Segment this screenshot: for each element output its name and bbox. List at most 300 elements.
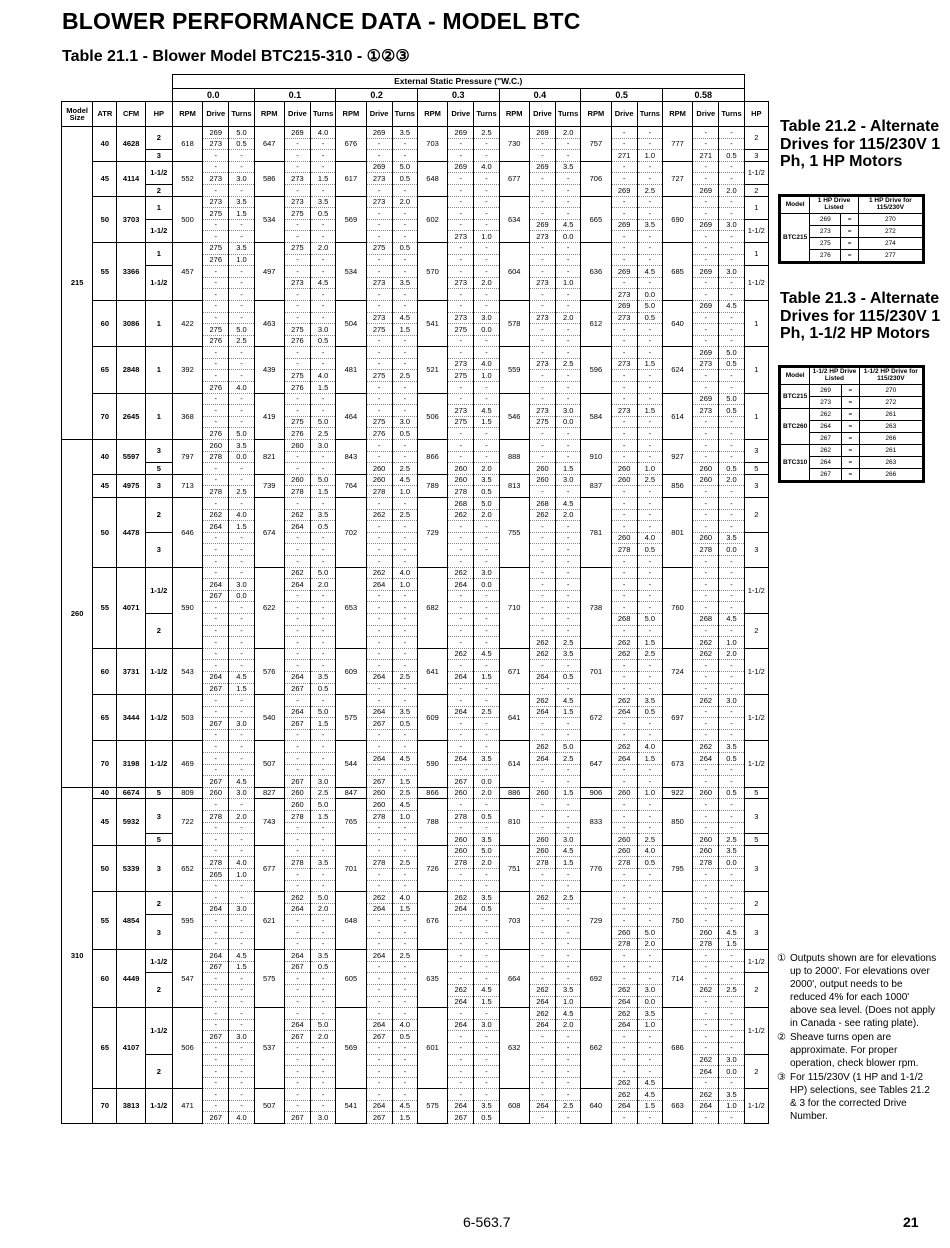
drive-cell: - (529, 184, 555, 196)
rpm-cell: 624 (662, 347, 692, 393)
turns-cell: 2.5 (556, 358, 581, 370)
drive-cell: 276 (203, 428, 229, 440)
drive-cell: 262 (366, 509, 392, 521)
drive-cell: - (693, 277, 719, 289)
rpm-cell: 795 (662, 845, 692, 891)
turns-cell: - (311, 393, 336, 405)
hp-cell-right: 3 (744, 150, 768, 162)
drive-cell: 268 (448, 498, 474, 510)
alt-row (781, 214, 923, 226)
table-row (62, 474, 769, 486)
turns-cell: - (556, 173, 581, 185)
drive-cell: - (284, 845, 310, 857)
drive-cell: - (693, 440, 719, 452)
drive-cell: 262 (611, 1077, 637, 1089)
turns-cell: 2.5 (311, 787, 336, 799)
drive-cell: 264 (203, 950, 229, 962)
drive-cell: - (203, 161, 229, 173)
turns-cell: 2.5 (392, 787, 417, 799)
drive-cell: - (284, 150, 310, 162)
rpm-cell: 686 (662, 1008, 692, 1089)
turns-cell: - (637, 393, 662, 405)
drive-cell: - (366, 1066, 392, 1078)
turns-cell: 3.0 (229, 787, 254, 799)
drive-cell: - (366, 880, 392, 892)
drive-cell: 269 (611, 219, 637, 231)
turns-cell: 3.0 (311, 776, 336, 788)
turns-cell: 3.5 (719, 1089, 744, 1101)
turns-cell: 4.0 (637, 845, 662, 857)
drive-cell: 278 (693, 544, 719, 556)
rpm-cell: 575 (336, 695, 366, 741)
turns-cell: 4.0 (392, 567, 417, 579)
drive-cell: - (693, 1031, 719, 1043)
turns-cell: - (474, 799, 499, 811)
turns-cell: - (556, 184, 581, 196)
drive-cell: - (203, 289, 229, 301)
rpm-cell: 809 (172, 787, 202, 799)
rpm-cell: 596 (581, 347, 611, 393)
turns-cell: - (637, 196, 662, 208)
drive-cell: - (611, 161, 637, 173)
rpm-cell: 497 (254, 242, 284, 300)
turns-cell: - (392, 254, 417, 266)
rpm-cell: 673 (662, 741, 692, 787)
drive-cell: - (366, 1008, 392, 1020)
atr-cell: 60 (93, 648, 117, 694)
cfm-cell: 4071 (117, 567, 145, 648)
table-row (62, 648, 769, 660)
rpm-cell: 590 (417, 741, 447, 787)
drive-cell: - (366, 405, 392, 417)
cfm-cell: 2848 (117, 347, 145, 393)
footnote-item (777, 1071, 937, 1123)
turns-cell: - (229, 300, 254, 312)
drive-cell: - (203, 463, 229, 475)
drive-cell: 273 (203, 196, 229, 208)
drive-cell: - (284, 532, 310, 544)
turns-cell: 2.0 (474, 509, 499, 521)
rpm-cell: 569 (336, 196, 366, 242)
turns-cell: - (556, 950, 581, 962)
turns-cell: - (637, 973, 662, 985)
drive-cell: 260 (611, 474, 637, 486)
drive-cell: 264 (284, 1019, 310, 1031)
turns-cell: - (474, 242, 499, 254)
column-header: Drive (693, 102, 719, 127)
drive-cell: - (448, 335, 474, 347)
turns-cell: 0.5 (311, 335, 336, 347)
alt-header-cell: 1 HP Drive Listed (810, 197, 859, 214)
drive-cell: - (693, 138, 719, 150)
drive-cell: - (203, 648, 229, 660)
hp-cell-right: 1-1/2 (744, 695, 768, 741)
turns-cell: - (229, 567, 254, 579)
turns-cell: 1.0 (556, 277, 581, 289)
drive-cell: 260 (448, 463, 474, 475)
rpm-cell: 552 (172, 161, 202, 196)
turns-cell: - (637, 799, 662, 811)
drive-cell: - (203, 416, 229, 428)
rpm-cell: 665 (581, 196, 611, 242)
drive-cell: - (448, 254, 474, 266)
footnote-text: For 115/230V (1 HP and 1-1/2 HP) selections, see Tables 21.2 & 3 for the corrected Drive Number. (790, 1072, 930, 1122)
rpm-cell: 743 (254, 799, 284, 845)
turns-cell: - (637, 880, 662, 892)
turns-cell: - (637, 961, 662, 973)
drive-cell: - (448, 1054, 474, 1066)
drive-cell: 264 (203, 903, 229, 915)
turns-cell: 3.5 (719, 532, 744, 544)
turns-cell: - (392, 648, 417, 660)
drive-cell: - (366, 1077, 392, 1089)
rpm-cell: 636 (581, 242, 611, 300)
cfm-cell: 4114 (117, 161, 145, 196)
rpm-cell: 713 (172, 474, 202, 497)
drive-cell: 276 (284, 428, 310, 440)
drive-cell: - (611, 127, 637, 139)
drive-cell: - (529, 532, 555, 544)
alt-header-cell: 1-1/2 HP Drive for 115/230V (859, 368, 922, 385)
drive-cell: 276 (203, 254, 229, 266)
rpm-cell: 710 (499, 567, 529, 648)
turns-cell: - (392, 880, 417, 892)
hp-cell: 5 (145, 463, 172, 475)
cfm-cell: 2645 (117, 393, 145, 439)
drive-cell: 278 (693, 938, 719, 950)
turns-cell: 1.0 (719, 1100, 744, 1112)
drive-cell: 267 (366, 718, 392, 730)
turns-cell: - (229, 393, 254, 405)
turns-cell: - (229, 880, 254, 892)
drive-cell: 262 (529, 1008, 555, 1020)
atr-cell: 55 (93, 892, 117, 950)
drive-cell: - (693, 776, 719, 788)
pressure-header: 0.58 (662, 89, 744, 102)
rpm-cell: 541 (336, 1089, 366, 1124)
alt-listed-cell: 262 (810, 409, 842, 421)
drive-cell: - (448, 1042, 474, 1054)
drive-cell: - (693, 127, 719, 139)
rpm-cell: 648 (417, 161, 447, 196)
drive-cell: - (448, 382, 474, 394)
turns-cell: 4.0 (474, 358, 499, 370)
turns-cell: 0.0 (637, 996, 662, 1008)
turns-cell: - (474, 683, 499, 695)
drive-cell: - (284, 1100, 310, 1112)
turns-cell: - (392, 961, 417, 973)
drive-cell: 264 (448, 706, 474, 718)
turns-cell: 5.0 (474, 498, 499, 510)
turns-cell: - (229, 555, 254, 567)
turns-cell: - (392, 532, 417, 544)
drive-cell: 264 (284, 521, 310, 533)
drive-cell: - (284, 926, 310, 938)
turns-cell: - (637, 254, 662, 266)
turns-cell: - (719, 579, 744, 591)
hp-cell-right: 2 (744, 127, 768, 150)
rpm-cell: 575 (417, 1089, 447, 1124)
atr-cell: 50 (93, 196, 117, 242)
drive-cell: - (611, 950, 637, 962)
drive-cell: - (529, 776, 555, 788)
turns-cell: 4.5 (719, 613, 744, 625)
drive-cell: 273 (611, 405, 637, 417)
turns-cell: - (556, 729, 581, 741)
turns-cell: - (311, 219, 336, 231)
drive-cell: - (693, 370, 719, 382)
alt-listed-cell: 276 (810, 250, 841, 262)
drive-cell: - (448, 266, 474, 278)
drive-cell: - (203, 1054, 229, 1066)
turns-cell: 3.5 (229, 196, 254, 208)
turns-cell: - (474, 926, 499, 938)
drive-cell: - (529, 811, 555, 823)
drive-cell: - (284, 555, 310, 567)
turns-cell: - (719, 729, 744, 741)
drive-cell: 262 (529, 741, 555, 753)
hp-cell-right: 1-1/2 (744, 950, 768, 973)
drive-cell: - (203, 729, 229, 741)
rpm-cell: 506 (172, 1008, 202, 1089)
turns-cell: 4.0 (229, 857, 254, 869)
rpm-cell: 604 (499, 242, 529, 300)
turns-cell: 0.0 (229, 451, 254, 463)
hp-cell-right: 2 (744, 1054, 768, 1089)
turns-cell: - (556, 625, 581, 637)
atr-cell: 65 (93, 695, 117, 741)
turns-cell: 3.0 (392, 416, 417, 428)
turns-cell: - (392, 984, 417, 996)
drive-cell: 260 (693, 463, 719, 475)
rpm-cell: 888 (499, 440, 529, 475)
turns-cell: 3.5 (719, 741, 744, 753)
turns-cell: - (719, 567, 744, 579)
drive-cell: - (284, 915, 310, 927)
turns-cell: - (556, 138, 581, 150)
drive-cell: 278 (366, 857, 392, 869)
table-row (62, 695, 769, 707)
turns-cell: - (719, 173, 744, 185)
drive-cell: - (693, 1042, 719, 1054)
alt-listed-cell: 262 (810, 445, 842, 457)
turns-cell: - (392, 625, 417, 637)
turns-cell: - (719, 208, 744, 220)
rpm-cell: 534 (254, 196, 284, 242)
drive-cell: - (693, 428, 719, 440)
turns-cell: 2.5 (637, 648, 662, 660)
rpm-cell: 906 (581, 787, 611, 799)
drive-cell: 275 (203, 208, 229, 220)
turns-cell: 5.0 (556, 741, 581, 753)
drive-cell: - (529, 150, 555, 162)
drive-cell: 275 (203, 242, 229, 254)
turns-cell: - (556, 938, 581, 950)
table-row (62, 787, 769, 799)
turns-cell: 5.0 (637, 613, 662, 625)
turns-cell: 1.5 (556, 787, 581, 799)
cfm-cell: 3086 (117, 300, 145, 346)
drive-cell: - (529, 544, 555, 556)
drive-cell: 269 (693, 347, 719, 359)
turns-cell: - (556, 1077, 581, 1089)
rpm-cell: 632 (499, 1008, 529, 1089)
drive-cell: - (366, 498, 392, 510)
turns-cell: - (311, 845, 336, 857)
drive-cell: 264 (693, 1100, 719, 1112)
drive-cell: - (203, 1089, 229, 1101)
drive-cell: 262 (529, 984, 555, 996)
drive-cell: - (611, 1042, 637, 1054)
drive-cell: 267 (203, 1031, 229, 1043)
turns-cell: 5.0 (229, 127, 254, 139)
cfm-cell: 4854 (117, 892, 145, 950)
drive-cell: 267 (284, 683, 310, 695)
turns-cell: - (637, 683, 662, 695)
turns-cell: - (311, 347, 336, 359)
turns-cell: - (719, 382, 744, 394)
drive-cell: 260 (448, 845, 474, 857)
turns-cell: - (719, 915, 744, 927)
drive-cell: 262 (284, 567, 310, 579)
rpm-cell: 576 (254, 648, 284, 694)
turns-cell: - (229, 498, 254, 510)
drive-cell: - (693, 579, 719, 591)
drive-cell: 278 (284, 486, 310, 498)
turns-cell: - (311, 613, 336, 625)
turns-cell: - (392, 822, 417, 834)
drive-cell: 273 (366, 277, 392, 289)
alt-corrected-cell: 266 (859, 469, 922, 481)
hp-cell-right: 1-1/2 (744, 161, 768, 184)
turns-cell: 0.5 (637, 857, 662, 869)
rpm-cell: 586 (254, 161, 284, 196)
drive-cell: - (611, 602, 637, 614)
drive-cell: 260 (611, 787, 637, 799)
turns-cell: - (392, 602, 417, 614)
turns-cell: - (556, 567, 581, 579)
drive-cell: - (448, 300, 474, 312)
alternate-drives-1hp-table (780, 196, 923, 262)
turns-cell: 5.0 (637, 926, 662, 938)
turns-cell: - (311, 822, 336, 834)
drive-cell: - (366, 254, 392, 266)
turns-cell: 0.5 (719, 787, 744, 799)
drive-cell: - (611, 811, 637, 823)
drive-cell: - (203, 637, 229, 649)
drive-cell: - (611, 799, 637, 811)
drive-cell: - (203, 347, 229, 359)
turns-cell: 5.0 (719, 393, 744, 405)
drive-cell: 275 (529, 416, 555, 428)
cfm-cell: 5339 (117, 845, 145, 891)
alt-equals-cell: = (842, 469, 860, 481)
drive-cell: - (448, 961, 474, 973)
drive-cell: - (448, 347, 474, 359)
turns-cell: 3.0 (556, 405, 581, 417)
drive-cell: 262 (693, 695, 719, 707)
hp-cell-right: 1-1/2 (744, 567, 768, 613)
rpm-cell: 640 (662, 300, 692, 346)
turns-cell: - (474, 138, 499, 150)
turns-cell: - (311, 289, 336, 301)
turns-cell: 0.0 (556, 416, 581, 428)
turns-cell: - (474, 544, 499, 556)
drive-cell: - (693, 1019, 719, 1031)
column-header: HP (744, 102, 768, 127)
turns-cell: 0.5 (719, 753, 744, 765)
cfm-cell: 3731 (117, 648, 145, 694)
rpm-cell: 676 (417, 892, 447, 950)
table-row (62, 498, 769, 510)
column-header: Drive (284, 102, 310, 127)
turns-cell: - (719, 277, 744, 289)
pressure-header: 0.3 (417, 89, 499, 102)
drive-cell: - (203, 915, 229, 927)
drive-cell: 262 (529, 648, 555, 660)
drive-cell: 273 (529, 277, 555, 289)
hp-cell-right: 1 (744, 347, 768, 393)
turns-cell: - (637, 555, 662, 567)
drive-cell: - (366, 451, 392, 463)
drive-cell: - (203, 405, 229, 417)
alt-listed-cell: 267 (810, 469, 842, 481)
turns-cell: - (474, 695, 499, 707)
turns-cell: - (311, 590, 336, 602)
drive-cell: - (366, 440, 392, 452)
drive-cell: - (529, 1042, 555, 1054)
drive-cell: 278 (529, 857, 555, 869)
turns-cell: 0.0 (474, 776, 499, 788)
drive-cell: - (611, 915, 637, 927)
drive-cell: - (284, 764, 310, 776)
drive-cell: 264 (366, 903, 392, 915)
alt-equals-cell: = (842, 409, 860, 421)
turns-cell: 5.0 (474, 845, 499, 857)
drive-cell: - (284, 312, 310, 324)
turns-cell: - (229, 637, 254, 649)
drive-cell: - (284, 231, 310, 243)
turns-cell: - (474, 718, 499, 730)
turns-cell: 2.5 (392, 857, 417, 869)
drive-cell: - (448, 219, 474, 231)
drive-cell: - (448, 637, 474, 649)
drive-cell: 273 (448, 231, 474, 243)
rpm-cell: 663 (662, 1089, 692, 1124)
drive-cell: - (448, 289, 474, 301)
alt-corrected-cell: 270 (858, 214, 922, 226)
drive-cell: - (366, 590, 392, 602)
drive-cell: - (366, 729, 392, 741)
drive-cell: - (529, 347, 555, 359)
drive-cell: - (611, 973, 637, 985)
rpm-cell: 506 (417, 393, 447, 439)
drive-cell: 264 (529, 753, 555, 765)
turns-cell: - (392, 660, 417, 672)
drive-cell: - (284, 1008, 310, 1020)
drive-cell: 276 (284, 382, 310, 394)
drive-cell: - (611, 324, 637, 336)
turns-cell: - (637, 811, 662, 823)
drive-cell: - (693, 335, 719, 347)
alt-corrected-cell: 261 (859, 445, 922, 457)
drive-cell: - (203, 567, 229, 579)
rpm-cell: 602 (417, 196, 447, 242)
turns-cell: - (474, 532, 499, 544)
turns-cell: - (392, 996, 417, 1008)
drive-cell: - (529, 242, 555, 254)
turns-cell: - (229, 799, 254, 811)
